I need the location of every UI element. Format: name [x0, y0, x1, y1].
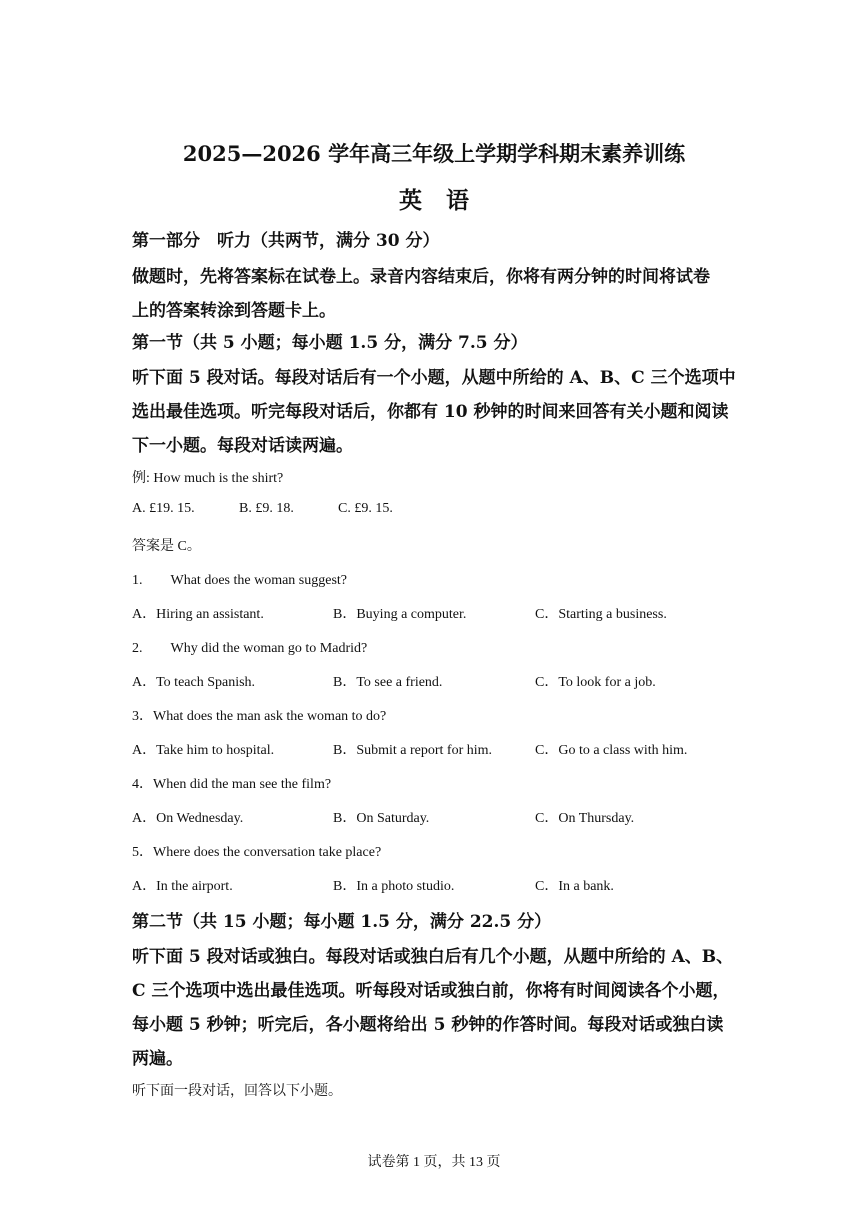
page-footer: 试卷第 1 页，共 13 页	[367, 1155, 501, 1170]
question-1: 1. What does the woman suggest?	[132, 573, 348, 588]
q5-option-a: A．In the airport.	[132, 879, 233, 894]
q5-option-b: B．In a photo studio.	[333, 879, 455, 894]
q2-option-a: A．To teach Spanish.	[132, 675, 256, 690]
example-question: 例: How much is the shirt?	[132, 471, 284, 486]
q3-option-c: C．Go to a class with him.	[535, 743, 688, 758]
q4-option-a: A．On Wednesday.	[132, 811, 244, 826]
part1-heading: 第一部分 听力（共两节，满分 30 分）	[132, 231, 440, 251]
q2-option-c: C．To look for a job.	[535, 675, 656, 690]
q2-option-b: B．To see a friend.	[333, 675, 443, 690]
subject-title: 英语	[399, 187, 493, 214]
question-3: 3．What does the man ask the woman to do?	[132, 709, 387, 724]
example-answer: 答案是 C。	[132, 539, 201, 554]
part1-instruction-line1: 做题时，先将答案标在试卷上。录音内容结束后，你将有两分钟的时间将试卷	[132, 267, 710, 287]
q4-option-c: C．On Thursday.	[535, 811, 635, 826]
example-option-b: B. £9. 18.	[239, 501, 294, 516]
section2-instruction-line1: 听下面 5 段对话或独白。每段对话或独白后有几个小题，从题中所给的 A、B、	[132, 947, 734, 967]
q1-option-a: A．Hiring an assistant.	[132, 607, 264, 622]
q3-option-b: B．Submit a report for him.	[333, 743, 493, 758]
section1-heading: 第一节（共 5 小题；每小题 1.5 分，满分 7.5 分）	[132, 333, 528, 353]
section2-instruction-line3: 每小题 5 秒钟；听完后，各小题将给出 5 秒钟的作答时间。每段对话或独白读	[132, 1015, 724, 1035]
example-option-a: A. £19. 15.	[132, 501, 195, 516]
q5-option-c: C．In a bank.	[535, 879, 614, 894]
document-title: 2025—2026 学年高三年级上学期学科期末素养训练	[182, 141, 686, 166]
example-option-c: C. £9. 15.	[338, 501, 393, 516]
q1-option-c: C．Starting a business.	[535, 607, 667, 622]
q1-option-b: B．Buying a computer.	[333, 607, 467, 622]
section2-instruction-line4: 两遍。	[132, 1049, 183, 1069]
q4-option-b: B．On Saturday.	[333, 811, 430, 826]
section2-prompt: 听下面一段对话，回答以下小题。	[132, 1084, 342, 1099]
part1-instruction-line2: 上的答案转涂到答题卡上。	[132, 301, 336, 321]
question-5: 5．Where does the conversation take place?	[132, 845, 382, 860]
section2-heading: 第二节（共 15 小题；每小题 1.5 分，满分 22.5 分）	[132, 912, 552, 932]
q3-option-a: A．Take him to hospital.	[132, 743, 275, 758]
section1-instruction-line3: 下一小题。每段对话读两遍。	[132, 436, 353, 456]
section1-instruction-line2: 选出最佳选项。听完每段对话后，你都有 10 秒钟的时间来回答有关小题和阅读	[132, 402, 729, 422]
section1-instruction-line1: 听下面 5 段对话。每段对话后有一个小题，从题中所给的 A、B、C 三个选项中	[132, 368, 736, 388]
question-4: 4．When did the man see the film?	[132, 777, 332, 792]
question-2: 2. Why did the woman go to Madrid?	[132, 641, 368, 656]
section2-instruction-line2: C 三个选项中选出最佳选项。听每段对话或独白前，你将有时间阅读各个小题，	[132, 981, 730, 1001]
